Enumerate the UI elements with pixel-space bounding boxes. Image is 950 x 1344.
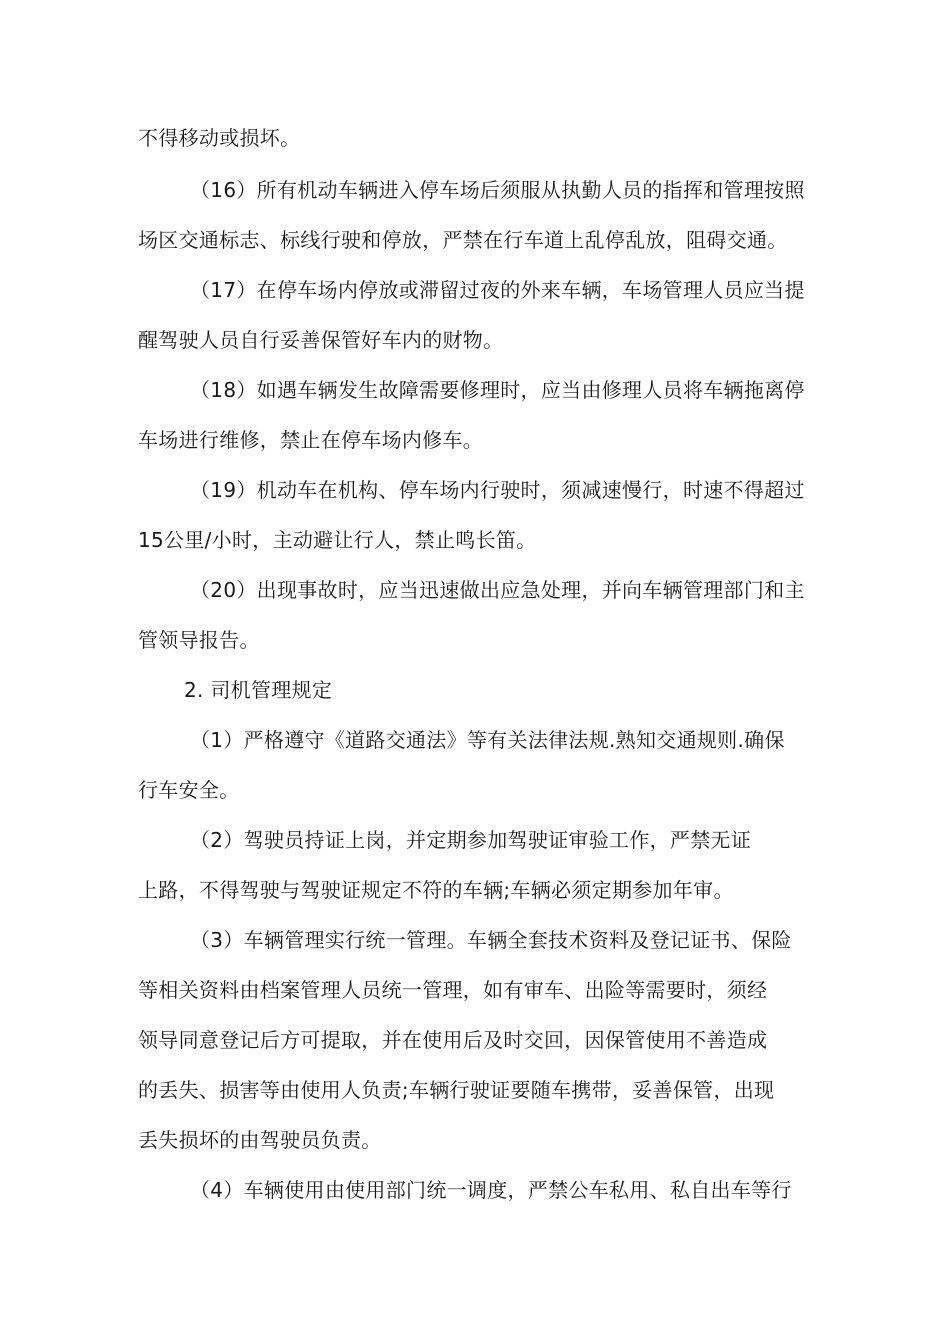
paragraph-19-line-2: 15公里/小时，主动避让行人，禁止鸣长笛。 [138,528,537,552]
paragraph-16-line-1: （16）所有机动车辆进入停车场后须服从执勤人员的指挥和管理按照 [190,178,805,202]
rule-1-line-1: （1）严格遵守《道路交通法》等有关法律法规.熟知交通规则.确保 [190,728,785,752]
rule-3-line-1: （3）车辆管理实行统一管理。车辆全套技术资料及登记证书、保险 [190,928,792,952]
paragraph-20-line-2: 管领导报告。 [138,628,260,652]
rule-1-line-2: 行车安全。 [138,778,240,802]
rule-3-line-2: 等相关资料由档案管理人员统一管理，如有审车、出险等需要时，须经 [138,978,768,1002]
paragraph-17-line-2: 醒驾驶人员自行妥善保管好车内的财物。 [138,328,504,352]
rule-3-line-5: 丢失损坏的由驾驶员负责。 [138,1128,382,1152]
rule-3-line-3: 领导同意登记后方可提取，并在使用后及时交回，因保管使用不善造成 [138,1028,768,1052]
text-line: 不得移动或损坏。 [138,126,301,150]
paragraph-17-line-1: （17）在停车场内停放或滞留过夜的外来车辆，车场管理人员应当提 [190,278,805,302]
section-heading: 2. 司机管理规定 [184,678,333,702]
rule-4-line-1: （4）车辆使用由使用部门统一调度，严禁公车私用、私自出车等行 [190,1178,792,1202]
paragraph-20-line-1: （20）出现事故时，应当迅速做出应急处理，并向车辆管理部门和主 [190,578,805,602]
paragraph-16-line-2: 场区交通标志、标线行驶和停放，严禁在行车道上乱停乱放，阻碍交通。 [138,228,788,252]
paragraph-18-line-2: 车场进行维修，禁止在停车场内修车。 [138,428,484,452]
paragraph-18-line-1: （18）如遇车辆发生故障需要修理时，应当由修理人员将车辆拖离停 [190,378,805,402]
paragraph-19-line-1: （19）机动车在机构、停车场内行驶时，须减速慢行，时速不得超过 [190,478,805,502]
rule-3-line-4: 的丢失、损害等由使用人负责;车辆行驶证要随车携带，妥善保管，出现 [138,1078,775,1102]
rule-2-line-2: 上路，不得驾驶与驾驶证规定不符的车辆;车辆必须定期参加年审。 [138,878,734,902]
rule-2-line-1: （2）驾驶员持证上岗，并定期参加驾驶证审验工作，严禁无证 [190,828,752,852]
